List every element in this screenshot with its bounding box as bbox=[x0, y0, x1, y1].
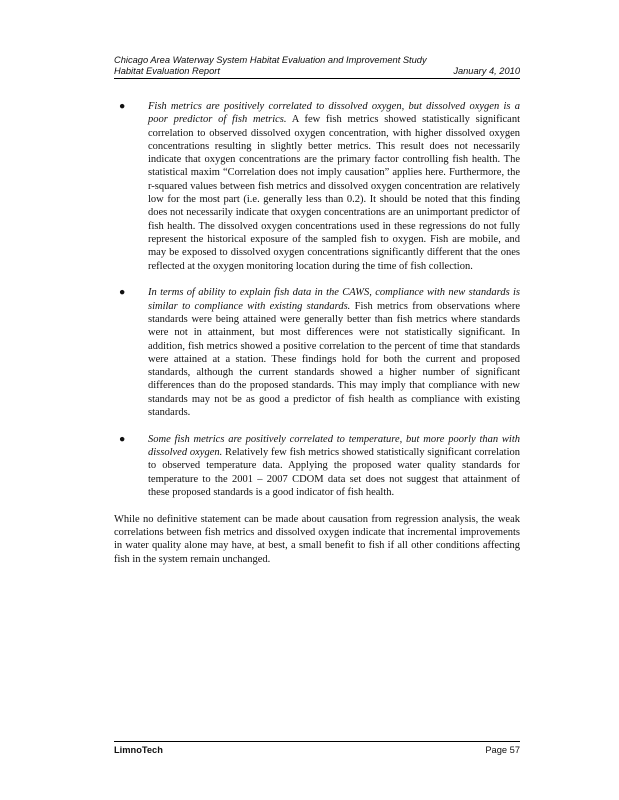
body-text bbox=[114, 100, 520, 566]
footer-company: LimnoTech bbox=[114, 745, 163, 755]
footer-page-number: Page 57 bbox=[485, 745, 520, 755]
header-date: January 4, 2010 bbox=[453, 66, 520, 76]
finding-item bbox=[114, 433, 520, 499]
header-line-2 bbox=[114, 66, 520, 77]
findings-list bbox=[114, 100, 520, 499]
finding-text: Relatively few fish metrics showed statistically significant correlation to observed temperature data. Applying the proposed water quality standards for temperature to the 2001 – 2007 CDOM data set does not suggest that attainment of these proposed standards is a good indicator of fish health. bbox=[148, 447, 520, 499]
finding-lead: Some fish metrics are positively correlated to temperature, but more poorly than with dissolved oxygen. bbox=[148, 433, 520, 459]
bullet-icon: ● bbox=[119, 287, 126, 299]
bullet-icon: ● bbox=[119, 433, 126, 445]
header-study-title: Chicago Area Waterway System Habitat Evaluation and Improvement Study bbox=[114, 55, 427, 65]
closing-paragraph: While no definitive statement can be made about causation from regression analysis, the weak correlations between fish metrics and dissolved oxygen indicate that incremental improvements in water quality alone may have, at best, a small benefit to fish if all other conditions affecting fish in the system remain unchanged. bbox=[114, 513, 520, 565]
finding-item bbox=[114, 100, 520, 273]
finding-lead: In terms of ability to explain fish data in the CAWS, compliance with new standards is similar to compliance with existing standards. bbox=[148, 287, 520, 312]
finding-text: Fish metrics from observations where standards were being attained were generally better than fish metrics where standards were not in attainment, but most differences were not statistically significant. In addition, fish metrics showed a positive correlation to the percent of time that standards were attained at a station. These findings hold for both the current and proposed standards, although the current standards showed a higher number of significant differences than do the proposed standards. This may imply that compliance with new standards may not be as good a predictor of fish health as compliance with existing standards. bbox=[148, 300, 520, 419]
finding-text: A few fish metrics showed statistically significant correlation to observed dissolved oxygen concentration, with higher dissolved oxygen concentrations resulting in slightly better metrics. This result does not necessarily indicate that oxygen concentrations are the primary factor controlling fish health. The statistical maxim “Correlation does not imply causation” applies here. Furthermore, the r-squared values between fish metrics and dissolved oxygen concentration are relatively low for the most part (i.e. generally less than 0.2). It should be noted that this finding does not necessarily indicate that oxygen concentrations are an unimportant predictor of fish health. The dissolved oxygen concentrations used in these regressions do not fully represent the historical exposure of the sampled fish to oxygen. Fish are mobile, and may be exposed to dissolved oxygen concentrations significantly different that the ones reflected at the oxygen monitoring location during the time of fish collection. bbox=[148, 114, 520, 272]
header-report-title: Habitat Evaluation Report bbox=[114, 66, 220, 76]
finding-lead: Fish metrics are positively correlated to dissolved oxygen, but dissolved oxygen is a poor predictor of fish metrics. bbox=[148, 101, 520, 126]
header-divider bbox=[114, 78, 520, 79]
finding-item bbox=[114, 286, 520, 419]
bullet-icon: ● bbox=[119, 101, 126, 112]
footer bbox=[114, 745, 520, 756]
footer-divider bbox=[114, 741, 520, 742]
